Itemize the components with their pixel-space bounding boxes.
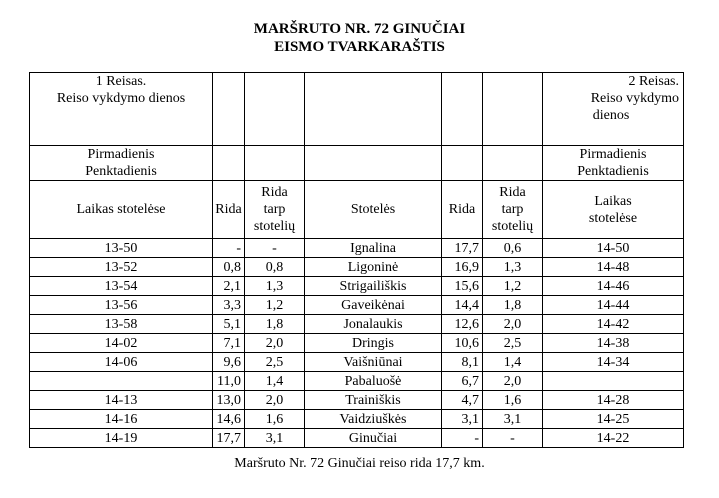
- segment-trip1: 2,5: [245, 353, 305, 372]
- col-header-tarp-1-l1: Rida: [261, 185, 288, 200]
- time-trip1: 13-58: [30, 315, 213, 334]
- time-trip1: 14-19: [30, 429, 213, 448]
- stop-name: Ginučiai: [305, 429, 442, 448]
- distance-trip1: 13,0: [213, 391, 245, 410]
- table-row: [30, 296, 684, 315]
- time-trip2: 14-25: [543, 410, 684, 429]
- table-row: [30, 277, 684, 296]
- time-trip1: 13-54: [30, 277, 213, 296]
- segment-trip2: 0,6: [483, 239, 543, 258]
- distance-trip2: 10,6: [442, 334, 483, 353]
- segment-trip1: 2,0: [245, 391, 305, 410]
- table-row: [30, 372, 684, 391]
- segment-trip1: 0,8: [245, 258, 305, 277]
- table-row: [30, 334, 684, 353]
- trip1-header: [30, 73, 213, 146]
- table-row: [30, 410, 684, 429]
- table-row: [30, 353, 684, 372]
- distance-trip1: 9,6: [213, 353, 245, 372]
- segment-trip2: 3,1: [483, 410, 543, 429]
- distance-trip2: 4,7: [442, 391, 483, 410]
- route-distance-note: Maršruto Nr. 72 Ginučiai reiso rida 17,7 km.: [234, 456, 485, 471]
- time-trip1: 14-02: [30, 334, 213, 353]
- col-header-tarp-2: [483, 181, 543, 239]
- time-trip1: 14-06: [30, 353, 213, 372]
- segment-trip2: 2,5: [483, 334, 543, 353]
- col-header-tarp-2-l1: Rida: [499, 185, 526, 200]
- table-row: [30, 239, 684, 258]
- segment-trip1: 1,8: [245, 315, 305, 334]
- stop-name: Dringis: [305, 334, 442, 353]
- col-header-tarp-1-l2: tarp: [263, 202, 286, 217]
- col-header-tarp-1-l3: stotelių: [253, 219, 296, 234]
- stop-name: Ignalina: [305, 239, 442, 258]
- time-trip1: 14-13: [30, 391, 213, 410]
- header-row-days: [30, 146, 684, 181]
- segment-trip2: 1,8: [483, 296, 543, 315]
- stop-name: Pabaluošė: [305, 372, 442, 391]
- col-header-time-2-l2: stotelėse: [588, 210, 638, 226]
- table-row: [30, 391, 684, 410]
- schedule-table: [29, 72, 684, 448]
- col-header-time-2-l1: Laikas: [594, 193, 632, 209]
- segment-trip2: 1,2: [483, 277, 543, 296]
- segment-trip1: 1,4: [245, 372, 305, 391]
- title-line-1: MARŠRUTO NR. 72 GINUČIAI: [253, 21, 466, 37]
- distance-trip1: 17,7: [213, 429, 245, 448]
- segment-trip2: 2,0: [483, 315, 543, 334]
- segment-trip2: 1,3: [483, 258, 543, 277]
- col-header-time-1: Laikas stotelėse: [30, 181, 213, 239]
- col-header-tarp-1: [245, 181, 305, 239]
- trip2-day-start: Pirmadienis: [579, 147, 647, 162]
- distance-trip2: 15,6: [442, 277, 483, 296]
- col-header-tarp-2-l2: tarp: [501, 202, 524, 217]
- col-header-rida-1: Rida: [213, 181, 245, 239]
- distance-trip1: 5,1: [213, 315, 245, 334]
- trip1-title: 1 Reisas.: [95, 74, 147, 89]
- distance-trip2: 14,4: [442, 296, 483, 315]
- trip2-days: [543, 146, 684, 181]
- stop-name: Jonalaukis: [305, 315, 442, 334]
- time-trip1: 13-56: [30, 296, 213, 315]
- stop-name: Vaišniūnai: [305, 353, 442, 372]
- time-trip2: [543, 372, 684, 391]
- header-row-columns: [30, 181, 684, 239]
- schedule-rows: [30, 239, 684, 448]
- time-trip2: 14-50: [543, 239, 684, 258]
- distance-trip1: 3,3: [213, 296, 245, 315]
- time-trip2: 14-44: [543, 296, 684, 315]
- stop-name: Gaveikėnai: [305, 296, 442, 315]
- trip2-header: [543, 73, 684, 146]
- distance-trip2: 16,9: [442, 258, 483, 277]
- distance-trip2: -: [442, 429, 483, 448]
- time-trip1: 14-16: [30, 410, 213, 429]
- trip1-day-start: Pirmadienis: [87, 147, 155, 162]
- distance-trip2: 6,7: [442, 372, 483, 391]
- segment-trip1: 2,0: [245, 334, 305, 353]
- stop-name: Vaidziuškės: [305, 410, 442, 429]
- distance-trip1: 2,1: [213, 277, 245, 296]
- distance-trip2: 3,1: [442, 410, 483, 429]
- table-row: [30, 315, 684, 334]
- trip1-subtitle: Reiso vykdymo dienos: [56, 91, 186, 106]
- segment-trip1: 1,2: [245, 296, 305, 315]
- segment-trip2: 1,6: [483, 391, 543, 410]
- col-header-stops: Stotelės: [305, 181, 442, 239]
- trip2-subtitle: Reiso vykdymo: [590, 91, 679, 106]
- segment-trip1: 1,3: [245, 277, 305, 296]
- time-trip2: 14-46: [543, 277, 684, 296]
- distance-trip1: 7,1: [213, 334, 245, 353]
- table-row: [30, 429, 684, 448]
- time-trip2: 14-22: [543, 429, 684, 448]
- segment-trip2: 1,4: [483, 353, 543, 372]
- time-trip2: 14-42: [543, 315, 684, 334]
- trip2-subtitle-2: dienos: [592, 108, 630, 123]
- stop-name: Ligoninė: [305, 258, 442, 277]
- stop-name: Strigailiškis: [305, 277, 442, 296]
- segment-trip1: 3,1: [245, 429, 305, 448]
- stop-name: Trainiškis: [305, 391, 442, 410]
- segment-trip1: 1,6: [245, 410, 305, 429]
- time-trip2: 14-28: [543, 391, 684, 410]
- header-row-trips: [30, 73, 684, 146]
- segment-trip1: -: [245, 239, 305, 258]
- time-trip2: 14-38: [543, 334, 684, 353]
- trip2-day-end: Penktadienis: [577, 164, 649, 179]
- segment-trip2: -: [483, 429, 543, 448]
- time-trip1: [30, 372, 213, 391]
- distance-trip1: 11,0: [213, 372, 245, 391]
- distance-trip2: 12,6: [442, 315, 483, 334]
- distance-trip1: -: [213, 239, 245, 258]
- trip1-days: [30, 146, 213, 181]
- col-header-tarp-2-l3: stotelių: [491, 219, 534, 234]
- distance-trip1: 0,8: [213, 258, 245, 277]
- time-trip1: 13-50: [30, 239, 213, 258]
- title-line-2: EISMO TVARKARAŠTIS: [274, 39, 445, 55]
- time-trip2: 14-34: [543, 353, 684, 372]
- time-trip1: 13-52: [30, 258, 213, 277]
- distance-trip1: 14,6: [213, 410, 245, 429]
- col-header-time-2: [543, 181, 684, 239]
- table-row: [30, 258, 684, 277]
- distance-trip2: 17,7: [442, 239, 483, 258]
- distance-trip2: 8,1: [442, 353, 483, 372]
- trip2-title: 2 Reisas.: [628, 74, 679, 89]
- col-header-rida-2: Rida: [442, 181, 483, 239]
- segment-trip2: 2,0: [483, 372, 543, 391]
- time-trip2: 14-48: [543, 258, 684, 277]
- trip1-day-end: Penktadienis: [85, 164, 157, 179]
